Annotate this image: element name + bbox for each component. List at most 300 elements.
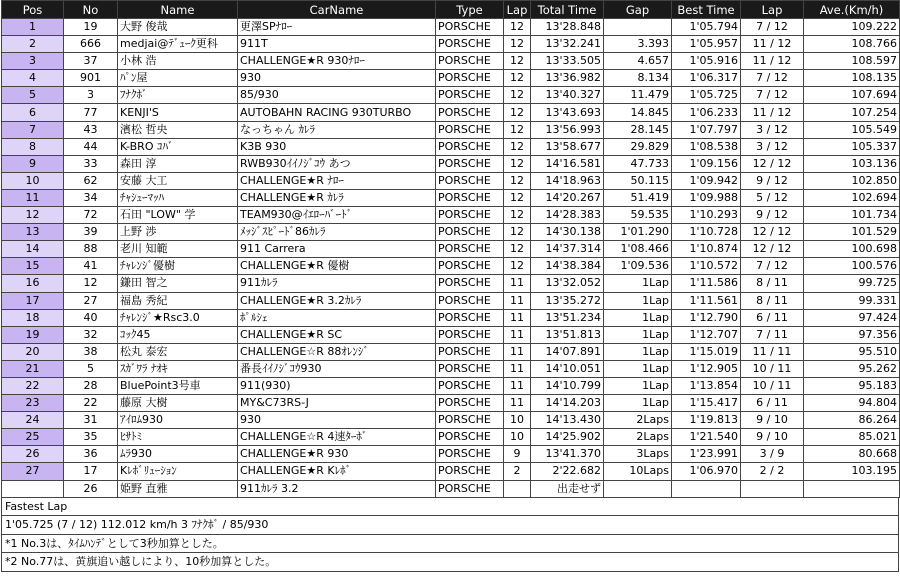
cell-gap: 1Lap <box>604 395 672 412</box>
results-body <box>2 19 900 498</box>
footer <box>1 498 899 572</box>
cell-no: 88 <box>64 241 118 258</box>
cell-ave-speed: 97.356 <box>804 326 900 343</box>
cell-type: PORSCHE <box>436 207 504 224</box>
cell-gap: 28.145 <box>604 121 672 138</box>
cell-car-name: CHALLENGE★R 優樹 <box>238 258 436 275</box>
cell-car-name: CHALLENGE☆R 4速ﾀｰﾎﾞ <box>238 429 436 446</box>
cell-best-lap: 7 / 12 <box>741 70 804 87</box>
table-row <box>2 19 900 36</box>
cell-lap: 10 <box>504 429 531 446</box>
cell-best-time: 1'11.586 <box>672 275 741 292</box>
cell-ave-speed: 108.597 <box>804 53 900 70</box>
cell-best-time: 1'09.942 <box>672 172 741 189</box>
cell-ave-speed: 99.725 <box>804 275 900 292</box>
column-header-best-lap: Lap <box>741 1 804 19</box>
cell-pos: 1 <box>2 19 64 36</box>
cell-gap: 1'09.536 <box>604 258 672 275</box>
cell-total-time: 13'32.241 <box>531 36 604 53</box>
cell-best-lap: 9 / 12 <box>741 172 804 189</box>
cell-name: 姫野 直雅 <box>118 480 238 497</box>
cell-name: ｱｲﾛﾑ930 <box>118 412 238 429</box>
table-row <box>2 53 900 70</box>
column-header-ave-speed: Ave.(Km/h) <box>804 1 900 19</box>
cell-total-time: 13'40.327 <box>531 87 604 104</box>
cell-pos: 9 <box>2 155 64 172</box>
cell-best-time: 1'05.794 <box>672 19 741 36</box>
cell-car-name: TEAM930@ｲｴﾛｰﾊﾞｰﾄﾞ <box>238 207 436 224</box>
cell-pos: 15 <box>2 258 64 275</box>
cell-best-lap: 12 / 12 <box>741 224 804 241</box>
table-row <box>2 121 900 138</box>
cell-total-time: 13'33.505 <box>531 53 604 70</box>
cell-lap <box>504 480 531 497</box>
cell-best-lap: 9 / 10 <box>741 429 804 446</box>
cell-lap: 12 <box>504 155 531 172</box>
header-row <box>2 1 900 19</box>
cell-total-time: 14'28.383 <box>531 207 604 224</box>
cell-car-name: CHALLENGE☆R 88ｵﾚﾝｼﾞ <box>238 343 436 360</box>
cell-ave-speed: 97.424 <box>804 309 900 326</box>
cell-pos: 18 <box>2 309 64 326</box>
cell-total-time: 13'56.993 <box>531 121 604 138</box>
cell-best-time: 1'15.019 <box>672 343 741 360</box>
cell-lap: 2 <box>504 463 531 480</box>
cell-name: ﾋｻﾄﾐ <box>118 429 238 446</box>
cell-lap: 12 <box>504 207 531 224</box>
cell-car-name: CHALLENGE★R Kﾚﾎﾞ <box>238 463 436 480</box>
cell-pos: 16 <box>2 275 64 292</box>
cell-gap: 1'01.290 <box>604 224 672 241</box>
cell-car-name: 911(930) <box>238 377 436 394</box>
cell-best-time <box>672 480 741 497</box>
cell-pos: 7 <box>2 121 64 138</box>
cell-best-time: 1'06.233 <box>672 104 741 121</box>
cell-car-name: 930 <box>238 70 436 87</box>
cell-name: 石田 "LOW" 学 <box>118 207 238 224</box>
cell-total-time: 14'37.314 <box>531 241 604 258</box>
table-row <box>2 207 900 224</box>
cell-no: 36 <box>64 446 118 463</box>
cell-best-lap: 8 / 11 <box>741 275 804 292</box>
cell-gap: 1Lap <box>604 326 672 343</box>
cell-ave-speed: 85.021 <box>804 429 900 446</box>
cell-gap: 1Lap <box>604 292 672 309</box>
cell-car-name: CHALLENGE★R ｶﾚﾗ <box>238 189 436 206</box>
cell-name: 福島 秀紀 <box>118 292 238 309</box>
fastest-lap-label: Fastest Lap <box>5 499 68 513</box>
cell-lap: 11 <box>504 326 531 343</box>
cell-best-time: 1'23.991 <box>672 446 741 463</box>
cell-best-time: 1'10.728 <box>672 224 741 241</box>
cell-car-name: ﾎﾟﾙｼｪ <box>238 309 436 326</box>
cell-ave-speed: 94.804 <box>804 395 900 412</box>
cell-car-name: K3B 930 <box>238 138 436 155</box>
cell-best-time: 1'12.790 <box>672 309 741 326</box>
cell-best-time: 1'06.317 <box>672 70 741 87</box>
cell-no: 5 <box>64 360 118 377</box>
table-row <box>2 36 900 53</box>
cell-car-name: 911 Carrera <box>238 241 436 258</box>
cell-lap: 12 <box>504 53 531 70</box>
cell-no: 39 <box>64 224 118 241</box>
cell-gap <box>604 19 672 36</box>
cell-best-lap: 10 / 11 <box>741 377 804 394</box>
cell-ave-speed: 108.766 <box>804 36 900 53</box>
cell-best-lap: 11 / 12 <box>741 104 804 121</box>
cell-car-name: 911ｶﾚﾗ <box>238 275 436 292</box>
cell-best-time: 1'15.417 <box>672 395 741 412</box>
cell-best-time: 1'05.725 <box>672 87 741 104</box>
cell-best-lap: 7 / 12 <box>741 87 804 104</box>
cell-car-name: ﾒｯｼﾞｽﾋﾟｰﾄﾞ86ｶﾚﾗ <box>238 224 436 241</box>
cell-lap: 12 <box>504 70 531 87</box>
cell-best-lap: 11 / 12 <box>741 53 804 70</box>
cell-ave-speed: 102.694 <box>804 189 900 206</box>
cell-best-time: 1'19.813 <box>672 412 741 429</box>
note-1: *1 No.3は、ﾀｲﾑﾊﾝﾃﾞとして3秒加算とした。 <box>2 534 898 553</box>
cell-type: PORSCHE <box>436 360 504 377</box>
cell-total-time: 14'20.267 <box>531 189 604 206</box>
cell-gap <box>604 480 672 497</box>
cell-car-name: 911T <box>238 36 436 53</box>
table-row <box>2 224 900 241</box>
cell-lap: 12 <box>504 189 531 206</box>
cell-ave-speed: 101.529 <box>804 224 900 241</box>
cell-total-time: 14'07.891 <box>531 343 604 360</box>
cell-name: ﾊﾟﾝ屋 <box>118 70 238 87</box>
cell-ave-speed: 95.510 <box>804 343 900 360</box>
column-header-lap: Lap <box>504 1 531 19</box>
cell-best-lap: 3 / 12 <box>741 121 804 138</box>
cell-pos: 22 <box>2 377 64 394</box>
table-row <box>2 326 900 343</box>
cell-best-time: 1'05.916 <box>672 53 741 70</box>
cell-best-lap: 6 / 11 <box>741 395 804 412</box>
cell-no: 38 <box>64 343 118 360</box>
cell-no: 43 <box>64 121 118 138</box>
cell-pos: 5 <box>2 87 64 104</box>
cell-name: medjai@ﾃﾞｭｰｸ更科 <box>118 36 238 53</box>
cell-type: PORSCHE <box>436 36 504 53</box>
cell-no: 77 <box>64 104 118 121</box>
cell-lap: 11 <box>504 343 531 360</box>
cell-gap: 1Lap <box>604 275 672 292</box>
cell-no: 40 <box>64 309 118 326</box>
cell-best-time: 1'05.957 <box>672 36 741 53</box>
cell-no: 35 <box>64 429 118 446</box>
cell-best-time: 1'10.874 <box>672 241 741 258</box>
cell-no: 28 <box>64 377 118 394</box>
cell-lap: 12 <box>504 138 531 155</box>
cell-best-lap: 7 / 11 <box>741 326 804 343</box>
cell-ave-speed: 107.694 <box>804 87 900 104</box>
cell-car-name: なっちゃん ｶﾚﾗ <box>238 121 436 138</box>
cell-gap: 1Lap <box>604 309 672 326</box>
table-row <box>2 155 900 172</box>
cell-ave-speed: 105.337 <box>804 138 900 155</box>
cell-lap: 11 <box>504 377 531 394</box>
cell-name: 上野 渉 <box>118 224 238 241</box>
cell-pos: 3 <box>2 53 64 70</box>
cell-name: 濱松 哲央 <box>118 121 238 138</box>
cell-total-time: 13'28.848 <box>531 19 604 36</box>
cell-name: Kﾚﾎﾞﾘｭｰｼｮﾝ <box>118 463 238 480</box>
cell-car-name: CHALLENGE★R 930ﾅﾛｰ <box>238 53 436 70</box>
cell-lap: 12 <box>504 241 531 258</box>
cell-pos: 24 <box>2 412 64 429</box>
cell-no: 37 <box>64 53 118 70</box>
cell-no: 19 <box>64 19 118 36</box>
cell-best-lap: 7 / 12 <box>741 258 804 275</box>
cell-car-name: 930 <box>238 412 436 429</box>
cell-best-lap: 6 / 11 <box>741 309 804 326</box>
cell-type: PORSCHE <box>436 53 504 70</box>
cell-name: 森田 淳 <box>118 155 238 172</box>
cell-type: PORSCHE <box>436 309 504 326</box>
column-header-type: Type <box>436 1 504 19</box>
cell-gap: 29.829 <box>604 138 672 155</box>
cell-car-name: 911ｶﾚﾗ 3.2 <box>238 480 436 497</box>
cell-best-lap: 9 / 10 <box>741 412 804 429</box>
cell-lap: 12 <box>504 36 531 53</box>
cell-lap: 12 <box>504 224 531 241</box>
cell-gap: 59.535 <box>604 207 672 224</box>
cell-car-name: CHALLENGE★R 930 <box>238 446 436 463</box>
cell-total-time: 14'10.051 <box>531 360 604 377</box>
cell-name: ﾌﾅｸﾎﾞ <box>118 87 238 104</box>
cell-type: PORSCHE <box>436 138 504 155</box>
cell-gap: 11.479 <box>604 87 672 104</box>
cell-total-time: 14'38.384 <box>531 258 604 275</box>
cell-type: PORSCHE <box>436 343 504 360</box>
cell-pos <box>2 480 64 497</box>
table-row <box>2 360 900 377</box>
cell-total-time: 13'51.234 <box>531 309 604 326</box>
cell-name: ﾑﾗ930 <box>118 446 238 463</box>
results-table <box>1 0 900 498</box>
table-row <box>2 70 900 87</box>
cell-pos: 2 <box>2 36 64 53</box>
cell-type: PORSCHE <box>436 19 504 36</box>
cell-pos: 19 <box>2 326 64 343</box>
cell-gap: 51.419 <box>604 189 672 206</box>
column-header-best-time: Best Time <box>672 1 741 19</box>
cell-best-time: 1'10.293 <box>672 207 741 224</box>
column-header-car-name: CarName <box>238 1 436 19</box>
cell-type: PORSCHE <box>436 275 504 292</box>
cell-car-name: CHALLENGE★R ﾅﾛｰ <box>238 172 436 189</box>
cell-no: 44 <box>64 138 118 155</box>
table-row <box>2 172 900 189</box>
cell-best-time: 1'09.156 <box>672 155 741 172</box>
cell-pos: 27 <box>2 463 64 480</box>
cell-pos: 17 <box>2 292 64 309</box>
table-row <box>2 377 900 394</box>
cell-best-lap: 9 / 12 <box>741 207 804 224</box>
cell-name: BluePoint3号車 <box>118 377 238 394</box>
cell-type: PORSCHE <box>436 463 504 480</box>
cell-no: 31 <box>64 412 118 429</box>
cell-car-name: CHALLENGE★R SC <box>238 326 436 343</box>
fastest-lap-value: 1'05.725 (7 / 12) 112.012 km/h 3 ﾌﾅｸﾎﾞ / 85/930 <box>2 515 898 534</box>
cell-lap: 11 <box>504 309 531 326</box>
cell-no: 3 <box>64 87 118 104</box>
cell-no: 72 <box>64 207 118 224</box>
cell-no: 32 <box>64 326 118 343</box>
cell-type: PORSCHE <box>436 480 504 497</box>
table-row <box>2 138 900 155</box>
cell-ave-speed: 108.135 <box>804 70 900 87</box>
cell-no: 901 <box>64 70 118 87</box>
cell-no: 666 <box>64 36 118 53</box>
table-row <box>2 463 900 480</box>
cell-total-time: 13'36.982 <box>531 70 604 87</box>
cell-name: ｽｶﾞﾜﾗ ﾅｵｷ <box>118 360 238 377</box>
table-row <box>2 275 900 292</box>
cell-name: 藤原 大樹 <box>118 395 238 412</box>
cell-no: 27 <box>64 292 118 309</box>
cell-ave-speed: 86.264 <box>804 412 900 429</box>
cell-lap: 12 <box>504 121 531 138</box>
cell-total-time: 13'32.052 <box>531 275 604 292</box>
cell-ave-speed: 103.195 <box>804 463 900 480</box>
cell-best-time: 1'21.540 <box>672 429 741 446</box>
cell-best-time: 1'13.854 <box>672 377 741 394</box>
cell-pos: 4 <box>2 70 64 87</box>
cell-best-lap: 5 / 12 <box>741 189 804 206</box>
cell-no: 41 <box>64 258 118 275</box>
cell-best-time: 1'12.707 <box>672 326 741 343</box>
cell-best-lap <box>741 480 804 497</box>
cell-total-time: 14'25.902 <box>531 429 604 446</box>
cell-pos: 26 <box>2 446 64 463</box>
cell-best-time: 1'12.905 <box>672 360 741 377</box>
cell-no: 22 <box>64 395 118 412</box>
cell-name: 松丸 泰宏 <box>118 343 238 360</box>
cell-ave-speed: 105.549 <box>804 121 900 138</box>
cell-type: PORSCHE <box>436 258 504 275</box>
cell-type: PORSCHE <box>436 87 504 104</box>
cell-gap: 8.134 <box>604 70 672 87</box>
cell-name: 大野 俊哉 <box>118 19 238 36</box>
table-row <box>2 412 900 429</box>
table-row <box>2 241 900 258</box>
cell-best-lap: 11 / 12 <box>741 36 804 53</box>
cell-total-time: 13'43.693 <box>531 104 604 121</box>
cell-best-time: 1'11.561 <box>672 292 741 309</box>
cell-gap: 1Lap <box>604 377 672 394</box>
cell-ave-speed: 107.254 <box>804 104 900 121</box>
cell-best-time: 1'06.970 <box>672 463 741 480</box>
cell-best-lap: 2 / 2 <box>741 463 804 480</box>
cell-best-time: 1'08.538 <box>672 138 741 155</box>
cell-pos: 6 <box>2 104 64 121</box>
cell-name: 老川 知範 <box>118 241 238 258</box>
cell-best-lap: 12 / 12 <box>741 241 804 258</box>
cell-gap: 10Laps <box>604 463 672 480</box>
cell-total-time: 14'10.799 <box>531 377 604 394</box>
cell-gap: 1Lap <box>604 343 672 360</box>
cell-total-time: 13'58.677 <box>531 138 604 155</box>
cell-total-time: 13'35.272 <box>531 292 604 309</box>
cell-car-name: 更澤SPﾅﾛｰ <box>238 19 436 36</box>
cell-no: 17 <box>64 463 118 480</box>
cell-best-lap: 3 / 9 <box>741 446 804 463</box>
cell-best-time: 1'07.797 <box>672 121 741 138</box>
table-row <box>2 104 900 121</box>
column-header-no: No <box>64 1 118 19</box>
cell-type: PORSCHE <box>436 121 504 138</box>
cell-best-lap: 7 / 12 <box>741 19 804 36</box>
cell-pos: 20 <box>2 343 64 360</box>
cell-car-name: 85/930 <box>238 87 436 104</box>
cell-type: PORSCHE <box>436 155 504 172</box>
cell-car-name: CHALLENGE★R 3.2ｶﾚﾗ <box>238 292 436 309</box>
cell-pos: 14 <box>2 241 64 258</box>
cell-no: 26 <box>64 480 118 497</box>
cell-name: ﾁｬﾚﾝｼﾞ優樹 <box>118 258 238 275</box>
column-header-gap: Gap <box>604 1 672 19</box>
cell-type: PORSCHE <box>436 70 504 87</box>
column-header-pos: Pos <box>2 1 64 19</box>
table-row <box>2 446 900 463</box>
cell-best-time: 1'09.988 <box>672 189 741 206</box>
cell-car-name: RWB930ｲｲﾉｼﾞｺｳ あつ <box>238 155 436 172</box>
cell-no: 62 <box>64 172 118 189</box>
cell-type: PORSCHE <box>436 326 504 343</box>
cell-type: PORSCHE <box>436 429 504 446</box>
cell-ave-speed: 101.734 <box>804 207 900 224</box>
cell-ave-speed: 80.668 <box>804 446 900 463</box>
cell-best-lap: 10 / 11 <box>741 360 804 377</box>
cell-best-lap: 12 / 12 <box>741 155 804 172</box>
cell-gap: 14.845 <box>604 104 672 121</box>
cell-name: 小林 浩 <box>118 53 238 70</box>
table-row <box>2 309 900 326</box>
cell-best-time: 1'10.572 <box>672 258 741 275</box>
cell-ave-speed: 102.850 <box>804 172 900 189</box>
cell-name: 安藤 大工 <box>118 172 238 189</box>
cell-type: PORSCHE <box>436 292 504 309</box>
cell-name: K-BRO ｺﾊﾞ <box>118 138 238 155</box>
cell-type: PORSCHE <box>436 224 504 241</box>
cell-best-lap: 3 / 12 <box>741 138 804 155</box>
cell-gap: 1'08.466 <box>604 241 672 258</box>
cell-lap: 12 <box>504 258 531 275</box>
cell-ave-speed: 95.262 <box>804 360 900 377</box>
cell-name: 鎌田 智之 <box>118 275 238 292</box>
cell-ave-speed: 99.331 <box>804 292 900 309</box>
cell-car-name: MY&C73RS-J <box>238 395 436 412</box>
cell-best-lap: 8 / 11 <box>741 292 804 309</box>
cell-type: PORSCHE <box>436 395 504 412</box>
cell-total-time: 13'51.813 <box>531 326 604 343</box>
cell-total-time: 14'13.430 <box>531 412 604 429</box>
table-row <box>2 480 900 497</box>
cell-lap: 11 <box>504 360 531 377</box>
cell-no: 33 <box>64 155 118 172</box>
cell-type: PORSCHE <box>436 412 504 429</box>
cell-name: ｺｯｸ45 <box>118 326 238 343</box>
table-row <box>2 429 900 446</box>
cell-gap: 3.393 <box>604 36 672 53</box>
cell-lap: 12 <box>504 19 531 36</box>
cell-total-time: 出走せず <box>531 480 604 497</box>
cell-type: PORSCHE <box>436 189 504 206</box>
cell-best-lap: 11 / 11 <box>741 343 804 360</box>
cell-ave-speed: 95.183 <box>804 377 900 394</box>
